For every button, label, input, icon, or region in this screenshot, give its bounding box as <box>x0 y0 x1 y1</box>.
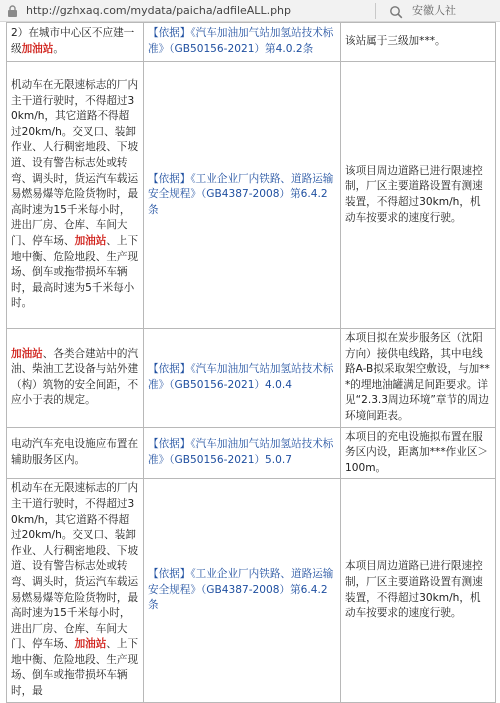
address-bar-divider <box>375 3 376 19</box>
requirement-text: 机动车在无限速标志的厂内主干道行驶时，不得超过30km/h，其它道路不得超过20km/h。交叉口、装卸作业、人行稠密地段、下坡道、设有警告标志处或转弯、调头时，货运汽车载运易燃易爆等危险货物时，最高时速为15千米每小时，进出厂房、仓库、车间大门、停车场、 <box>11 79 139 247</box>
requirement-cell <box>7 62 144 329</box>
basis-tag: 【依据】 <box>148 172 191 185</box>
basis-cell <box>144 329 341 428</box>
basis-text: 《工业企业厂内铁路、道路运输安全规程》（GB4387-2008）第6.4.2条 <box>148 568 334 612</box>
basis-text: 《汽车加油加气站加氢站技术标准》（GB50156-2021）第4.0.2条 <box>148 27 334 55</box>
search-icon[interactable] <box>389 4 403 18</box>
requirement-cell <box>7 23 144 62</box>
table-row <box>7 427 496 479</box>
result-text: 本项目拟在炭步服务区（沈阳方向）接供电线路，其中电线路A-B拟采取架空敷设，与加***的埋地油罐满足间距要求。详见“2.3.3周边环境”章节的周边环境间距表。 <box>345 332 490 422</box>
table-row <box>7 479 496 702</box>
highlight-keyword: 加油站 <box>74 638 107 651</box>
requirement-text: 、上下地中衡、危险地段、生产现场、倒车或拖带损坏车辆时，最高时速为5千米每小时。 <box>11 234 139 310</box>
basis-text: 《汽车加油加气站加氢站技术标准》（GB50156-2021）5.0.7 <box>148 438 334 466</box>
highlight-keyword: 加油站 <box>11 347 43 360</box>
basis-text: 《汽车加油加气站加氢站技术标准》（GB50156-2021）4.0.4 <box>148 363 334 391</box>
result-cell <box>341 62 496 329</box>
basis-tag: 【依据】 <box>148 438 191 451</box>
table-row <box>7 329 496 428</box>
result-cell <box>341 479 496 702</box>
requirement-cell <box>7 479 144 702</box>
table-row <box>7 62 496 329</box>
requirement-text: 电动汽车充电设施应布置在辅助服务区内。 <box>11 438 139 466</box>
requirement-cell <box>7 427 144 479</box>
result-text: 本项目的充电设施拟布置在服务区内设，距离加***作业区＞100m。 <box>345 430 489 474</box>
basis-tag: 【依据】 <box>148 568 191 581</box>
url-field[interactable]: http://gzhxaq.com/mydata/paicha/adfileALL.php <box>26 4 291 17</box>
highlight-keyword: 加油站 <box>74 234 107 247</box>
result-text: 该项目周边道路已进行限速控制，厂区主要道路设置有测速装置，不得超过30km/h，机动车按要求的速度行驶。 <box>345 164 483 224</box>
requirement-text: 、各类合建站中的汽油、柴油工艺设备与站外建（构）筑物的安全间距，不应小于表的规定。 <box>11 347 139 407</box>
table-row <box>7 23 496 62</box>
search-suggestion[interactable]: 安徽人社 <box>412 4 456 17</box>
result-text: 本项目周边道路已进行限速控制，厂区主要道路设置有测速装置，不得超过30km/h，机动车按要求的速度行驶。 <box>345 560 483 620</box>
requirement-text: 2）在城市中心区不应建一级 <box>11 27 135 55</box>
basis-cell <box>144 479 341 702</box>
basis-cell <box>144 427 341 479</box>
basis-cell <box>144 23 341 62</box>
basis-tag: 【依据】 <box>148 27 191 40</box>
requirement-text: 机动车在无限速标志的厂内主干道行驶时，不得超过30km/h，其它道路不得超过20km/h。交叉口、装卸作业、人行稠密地段、下坡道、设有警告标志处或转弯、调头时，货运汽车载运易燃易爆等危险货物时，最高时速为15千米每小时，进出厂房、仓库、车间大门、停车场、 <box>11 482 139 651</box>
result-text: 该站属于三级加***。 <box>345 35 446 48</box>
lock-icon <box>6 4 19 17</box>
requirement-text: 。 <box>53 43 64 55</box>
result-cell <box>341 23 496 62</box>
basis-tag: 【依据】 <box>148 363 191 376</box>
highlight-keyword: 加油站 <box>21 43 54 55</box>
browser-address-bar <box>0 0 500 22</box>
result-cell <box>341 329 496 428</box>
basis-cell <box>144 62 341 329</box>
requirement-text: 、上下地中衡、危险地段、生产现场、倒车或拖带损坏车辆时，最 <box>11 638 139 698</box>
basis-text: 《工业企业厂内铁路、道路运输安全规程》（GB4387-2008）第6.4.2条 <box>148 172 334 216</box>
inspection-table <box>6 22 496 703</box>
requirement-cell <box>7 329 144 428</box>
result-cell <box>341 427 496 479</box>
